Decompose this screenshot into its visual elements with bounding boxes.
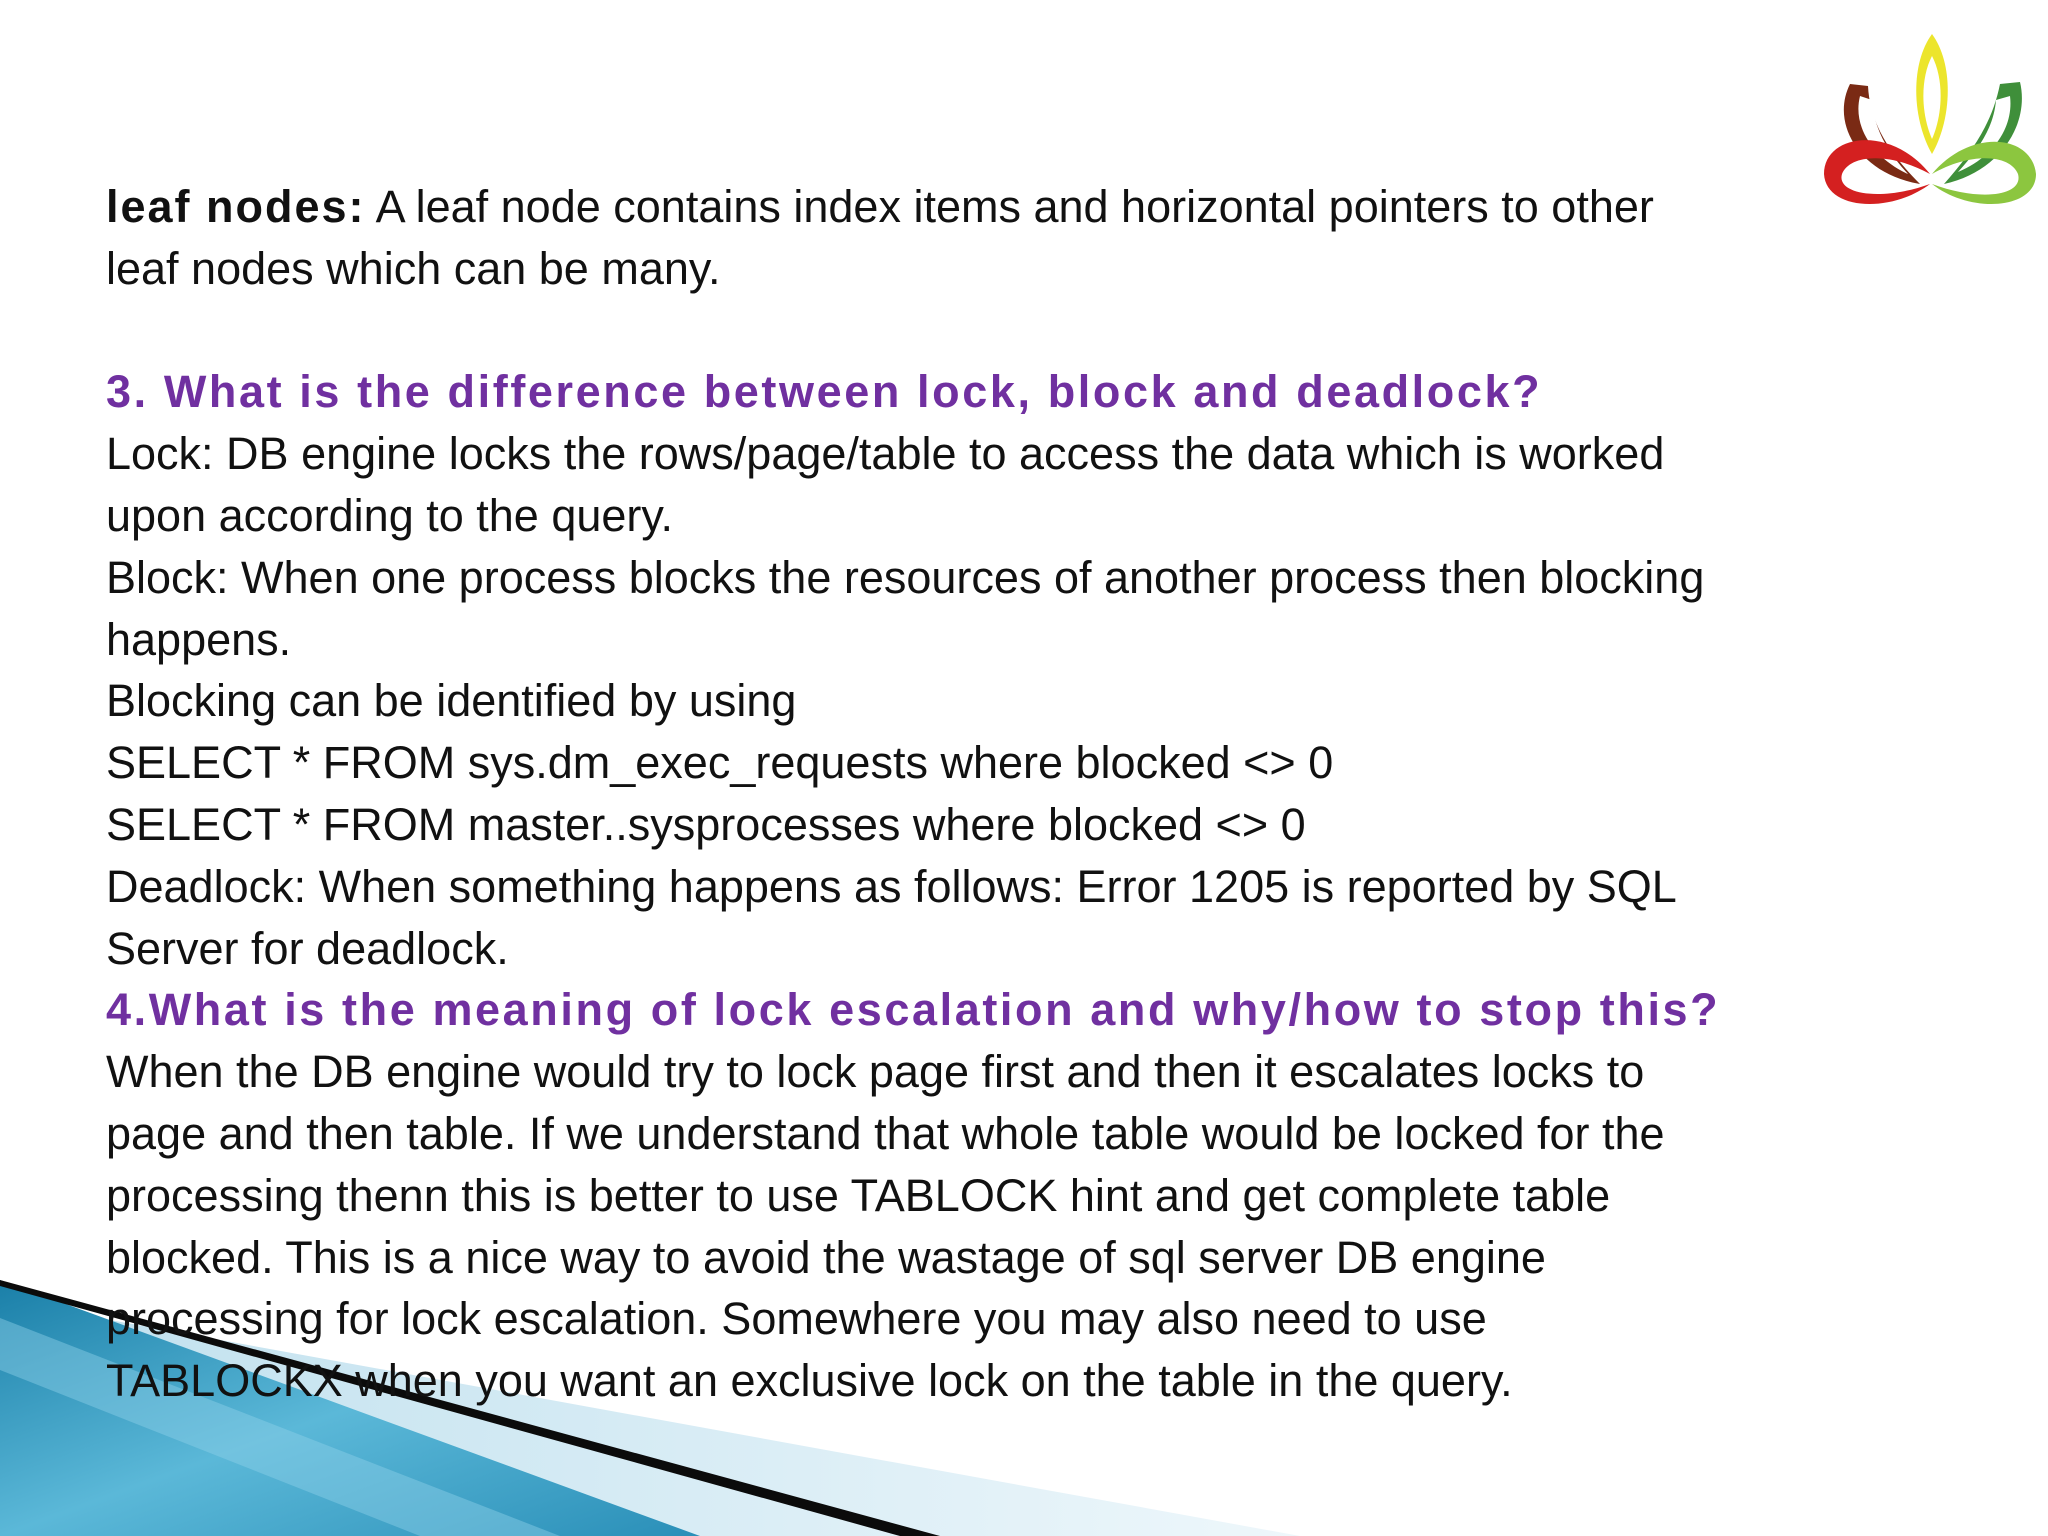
q3-line: Server for deadlock.	[106, 922, 509, 974]
q3-line: upon according to the query.	[106, 489, 674, 541]
q4-line: processing for lock escalation. Somewhere you may also need to use	[106, 1293, 1487, 1345]
q4-line: processing thenn this is better to use TABLOCK hint and get complete table	[106, 1169, 1611, 1221]
q3-sql-line: SELECT * FROM master..sysprocesses where blocked <> 0	[106, 798, 1306, 850]
q3-line: Blocking can be identified by using	[106, 675, 797, 727]
q4-line: When the DB engine would try to lock page first and then it escalates locks to	[106, 1046, 1645, 1098]
q3-line: Lock: DB engine locks the rows/page/table to access the data which is worked	[106, 428, 1665, 480]
q3-line: Deadlock: When something happens as follows: Error 1205 is reported by SQL	[106, 860, 1677, 912]
leaf-nodes-line-1	[106, 176, 1946, 238]
q4-line: page and then table. If we understand that whole table would be locked for the	[106, 1107, 1665, 1159]
q3-line: Block: When one process blocks the resources of another process then blocking	[106, 551, 1705, 603]
q3-line: happens.	[106, 613, 292, 665]
leaf-nodes-line-2: leaf nodes which can be many.	[106, 242, 721, 294]
q4-line: TABLOCKX when you want an exclusive lock on the table in the query.	[106, 1355, 1513, 1407]
leaf-nodes-text: A leaf node contains index items and horizontal pointers to other	[365, 181, 1654, 232]
question-4-heading: 4.What is the meaning of lock escalation and why/how to stop this?	[106, 984, 1721, 1036]
q3-sql-line: SELECT * FROM sys.dm_exec_requests where blocked <> 0	[106, 737, 1334, 789]
spacer	[106, 300, 1946, 362]
slide-body	[106, 176, 1946, 1412]
leaf-nodes-label: leaf nodes:	[106, 181, 366, 232]
question-3-heading: 3. What is the difference between lock, block and deadlock?	[106, 366, 1543, 418]
q4-line: blocked. This is a nice way to avoid the wastage of sql server DB engine	[106, 1231, 1546, 1283]
